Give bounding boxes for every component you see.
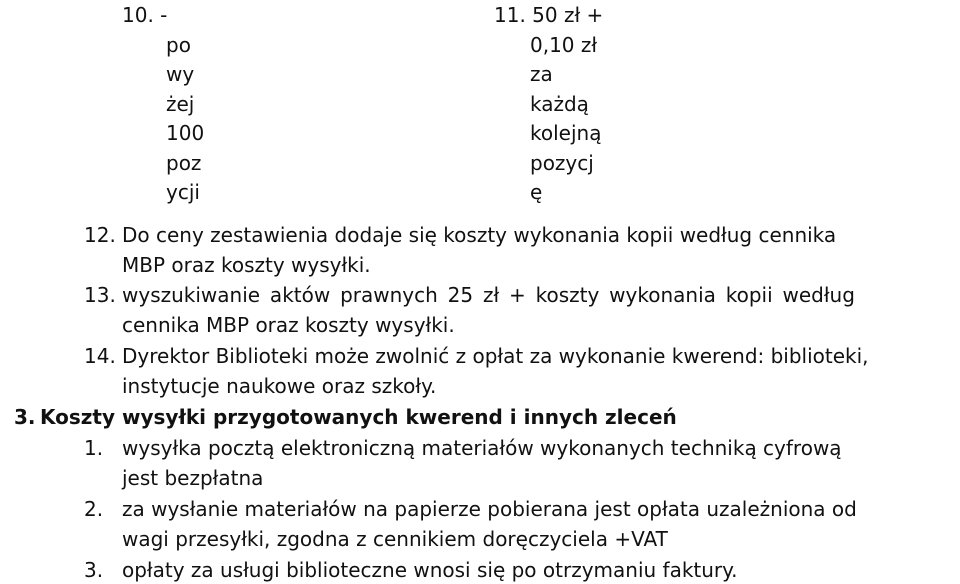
item-text-continued: instytucje naukowe oraz szkoły. — [122, 374, 437, 398]
price-cell: 100 — [166, 121, 205, 145]
item-text: wyszukiwanie aktów prawnych 25 zł + koszty wykonania kopii według — [122, 283, 855, 307]
price-cell: każdą — [530, 91, 589, 116]
price-cell: 0,10 zł — [530, 32, 598, 57]
section-heading: Koszty wysyłki przygotowanych kwerend i innych zleceń — [40, 405, 677, 429]
item-number: 13. — [84, 283, 116, 307]
subitem-number: 1. — [84, 436, 104, 460]
price-cell: za — [530, 62, 553, 86]
section-number: 3. — [14, 405, 36, 429]
price-column-1 — [122, 1, 204, 208]
subitem-text: wysyłka pocztą elektroniczną materiałów wykonanych techniką cyfrową — [122, 436, 842, 460]
item-text-continued: MBP oraz koszty wysyłki. — [122, 253, 371, 277]
price-column-2 — [494, 1, 603, 208]
price-cell: 10. - — [122, 3, 168, 27]
price-cell: wy — [166, 62, 195, 86]
price-cell: kolejną — [530, 121, 602, 145]
subitem-number: 2. — [84, 497, 104, 521]
price-cell: ę — [530, 180, 543, 204]
subitem-text-continued: wagi przesyłki, zgodna z cennikiem doręczyciela +VAT — [122, 527, 668, 551]
price-cell: poz — [166, 150, 202, 175]
subitem-text-continued: jest bezpłatna — [122, 466, 264, 490]
item-text: Dyrektor Biblioteki może zwolnić z opłat za wykonanie kwerend: biblioteki, — [122, 344, 869, 368]
price-cell: 11. 50 zł + — [494, 3, 604, 27]
price-cell: żej — [166, 91, 195, 116]
price-cell: po — [166, 32, 191, 57]
subitem-text: opłaty za usługi biblioteczne wnosi się po otrzymaniu faktury. — [122, 558, 738, 582]
item-number: 14. — [84, 344, 116, 368]
item-text: Do ceny zestawienia dodaje się koszty wykonania kopii według cennika — [122, 223, 837, 247]
item-text-continued: cennika MBP oraz koszty wysyłki. — [122, 313, 455, 337]
item-number: 12. — [84, 223, 116, 247]
price-cell: ycji — [166, 180, 200, 204]
price-cell: pozycj — [530, 150, 594, 175]
subitem-number: 3. — [84, 558, 104, 582]
subitem-text: za wysłanie materiałów na papierze pobierana jest opłata uzależniona od — [122, 497, 857, 521]
